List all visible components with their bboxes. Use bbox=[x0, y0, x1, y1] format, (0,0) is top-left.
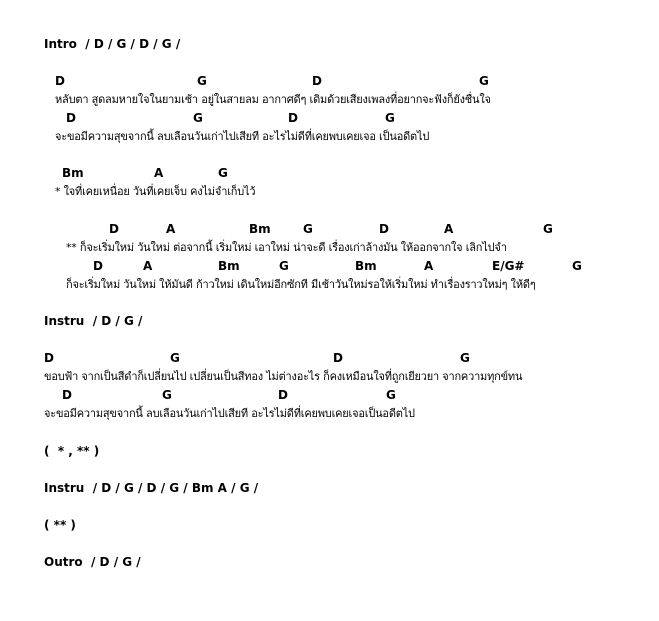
chord: D bbox=[55, 74, 65, 88]
lyric-line: ** ก็จะเริ่มใหม่ วันใหม่ ต่อจากนี้ เริ่มใหม่ เอาใหม่ น่าจะดี เรื่องเก่าล้างมัน ให้ออกจากใจ เลิกไปจำ bbox=[66, 241, 507, 254]
repeat-line: ( * , ** ) bbox=[44, 444, 100, 458]
chord: G bbox=[193, 111, 203, 125]
chord: A bbox=[154, 166, 164, 180]
chord: Bm bbox=[218, 259, 240, 273]
lyric-line: ก็จะเริ่มใหม่ วันใหม่ ให้มันดี ก้าวใหม่ เดินใหม่อีกซักที มีเช้าวันใหม่รอให้เริ่มใหม่ ทำเรื่องราวใหม่ๆ ให้ดีๆ bbox=[66, 278, 536, 291]
lyric-line: ขอบฟ้า จากเป็นสีดำก็เปลี่ยนไป เปลี่ยนเป็นสีทอง ไม่ต่างอะไร ก็คงเหมือนใจที่ถูกเยียวยา จากความทุกข์ทน bbox=[44, 370, 523, 383]
chord: D bbox=[44, 351, 54, 365]
lyric-line: จะขอมีความสุขจากนี้ ลบเลือนวันเก่าไปเสียที อะไรไม่ดีที่เคยพบเคยเจอเป็นอดีตไป bbox=[44, 407, 415, 420]
chord: D bbox=[379, 222, 389, 236]
lyric-line: จะขอมีความสุขจากนี้ ลบเลือนวันเก่าไปเสียที อะไรไม่ดีที่เคยพบเคยเจอ เป็นอดีตไป bbox=[55, 130, 430, 143]
chord: D bbox=[93, 259, 103, 273]
chord: G bbox=[170, 351, 180, 365]
chord: E/G# bbox=[492, 259, 525, 273]
chord: Bm bbox=[249, 222, 271, 236]
lyric-line: * ใจที่เคยเหนื่อย วันที่เคยเจ็บ คงไม่จำเก็บไว้ bbox=[55, 185, 256, 198]
chord: A bbox=[143, 259, 153, 273]
chord: G bbox=[572, 259, 582, 273]
chord: D bbox=[109, 222, 119, 236]
chord: D bbox=[333, 351, 343, 365]
chord: D bbox=[288, 111, 298, 125]
intro-line: Intro / D / G / D / G / bbox=[44, 37, 181, 51]
chord: G bbox=[279, 259, 289, 273]
chord: D bbox=[278, 388, 288, 402]
chord: G bbox=[386, 388, 396, 402]
chord: Bm bbox=[355, 259, 377, 273]
chord: A bbox=[444, 222, 454, 236]
chord: D bbox=[312, 74, 322, 88]
chord: A bbox=[166, 222, 176, 236]
chord: G bbox=[303, 222, 313, 236]
chord: G bbox=[197, 74, 207, 88]
chord: G bbox=[543, 222, 553, 236]
chord: G bbox=[479, 74, 489, 88]
chord: G bbox=[162, 388, 172, 402]
chord: G bbox=[385, 111, 395, 125]
chord: D bbox=[66, 111, 76, 125]
lyric-line: หลับตา สูดลมหายใจในยามเช้า อยู่ในสายลม อากาศดีๆ เดิมด้วยเสียงเพลงที่อยากจะฟังก็ยังชื่นใจ bbox=[55, 93, 491, 106]
instrumental-line: Instru / D / G / D / G / Bm A / G / bbox=[44, 481, 259, 495]
outro-line: Outro / D / G / bbox=[44, 555, 141, 569]
chord: Bm bbox=[62, 166, 84, 180]
chord: D bbox=[62, 388, 72, 402]
repeat-line: ( ** ) bbox=[44, 518, 76, 532]
instrumental-line: Instru / D / G / bbox=[44, 314, 143, 328]
chord: A bbox=[424, 259, 434, 273]
chord: G bbox=[218, 166, 228, 180]
chord: G bbox=[460, 351, 470, 365]
